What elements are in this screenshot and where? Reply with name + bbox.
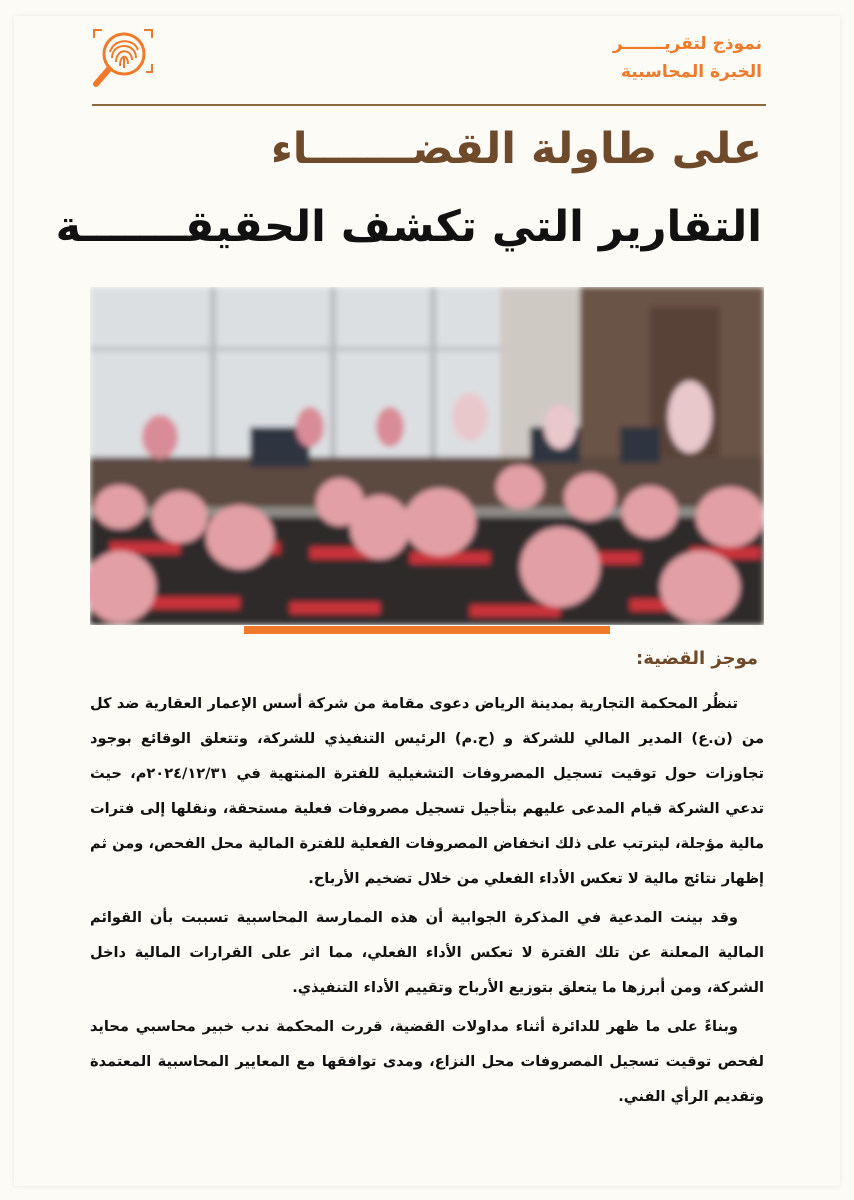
- case-summary: [90, 686, 764, 1118]
- paragraph: تنظُر المحكمة التجارية بمدينة الرياض دعوى مقامة من شركة أسس الإعمار العقارية ضد كل من (ن.ع) المدير المالي للشركة و (ح.م) الرئيس التنفيذي للشركة، وتتعلق الوقائع بوجود تجاوزات حول توقيت تسجيل المصروفات التشغيلية للفترة المنتهية في ٢٠٢٤/١٢/٣١م، حيث تدعي الشركة قيام المدعى عليهم بتأجيل تسجيل مصروفات فعلية مستحقة، ونقلها إلى فترات مالية مؤجلة، ليترتب على ذلك انخفاض المصروفات الفعلية للفترة المالية محل الفحص، ومن ثم إظهار نتائج مالية لا تعكس الأداء الفعلي من خلال تضخيم الأرباح.: [90, 695, 764, 887]
- brand-line-2: الخبرة المحاسبية: [620, 62, 762, 82]
- brand-line-1: نموذج لتقريـــــــر: [612, 34, 762, 54]
- accent-bar: [244, 626, 610, 634]
- brand-block: [613, 30, 762, 86]
- page-title: على طاولة القضـــــــاء: [270, 124, 762, 174]
- paragraph: وقد بينت المدعية في المذكرة الجوابية أن هذه الممارسة المحاسبية تسببت بأن القوائم المالية المعلنة عن تلك الفترة لا تعكس الأداء الفعلي، مما اثر على القرارات المالية داخل الشركة، ومن أبرزها ما يتعلق بتوزيع الأرباح وتقييم الأداء التنفيذي.: [90, 909, 764, 996]
- section-heading: موجز القضية:: [636, 648, 758, 669]
- header-divider: [92, 104, 766, 106]
- paragraph: وبناءً على ما ظهر للدائرة أثناء مداولات القضية، قررت المحكمة ندب خبير محاسبي محايد لفحص توقيت تسجيل المصروفات محل النزاع، ومدى توافقها مع المعايير المحاسبية المعتمدة وتقديم الرأي الفني.: [90, 1018, 764, 1105]
- courtroom-photo: [90, 287, 764, 625]
- page-subtitle: التقارير التي تكشف الحقيقـــــــة: [55, 202, 762, 252]
- fingerprint-magnifier-icon: [88, 24, 158, 94]
